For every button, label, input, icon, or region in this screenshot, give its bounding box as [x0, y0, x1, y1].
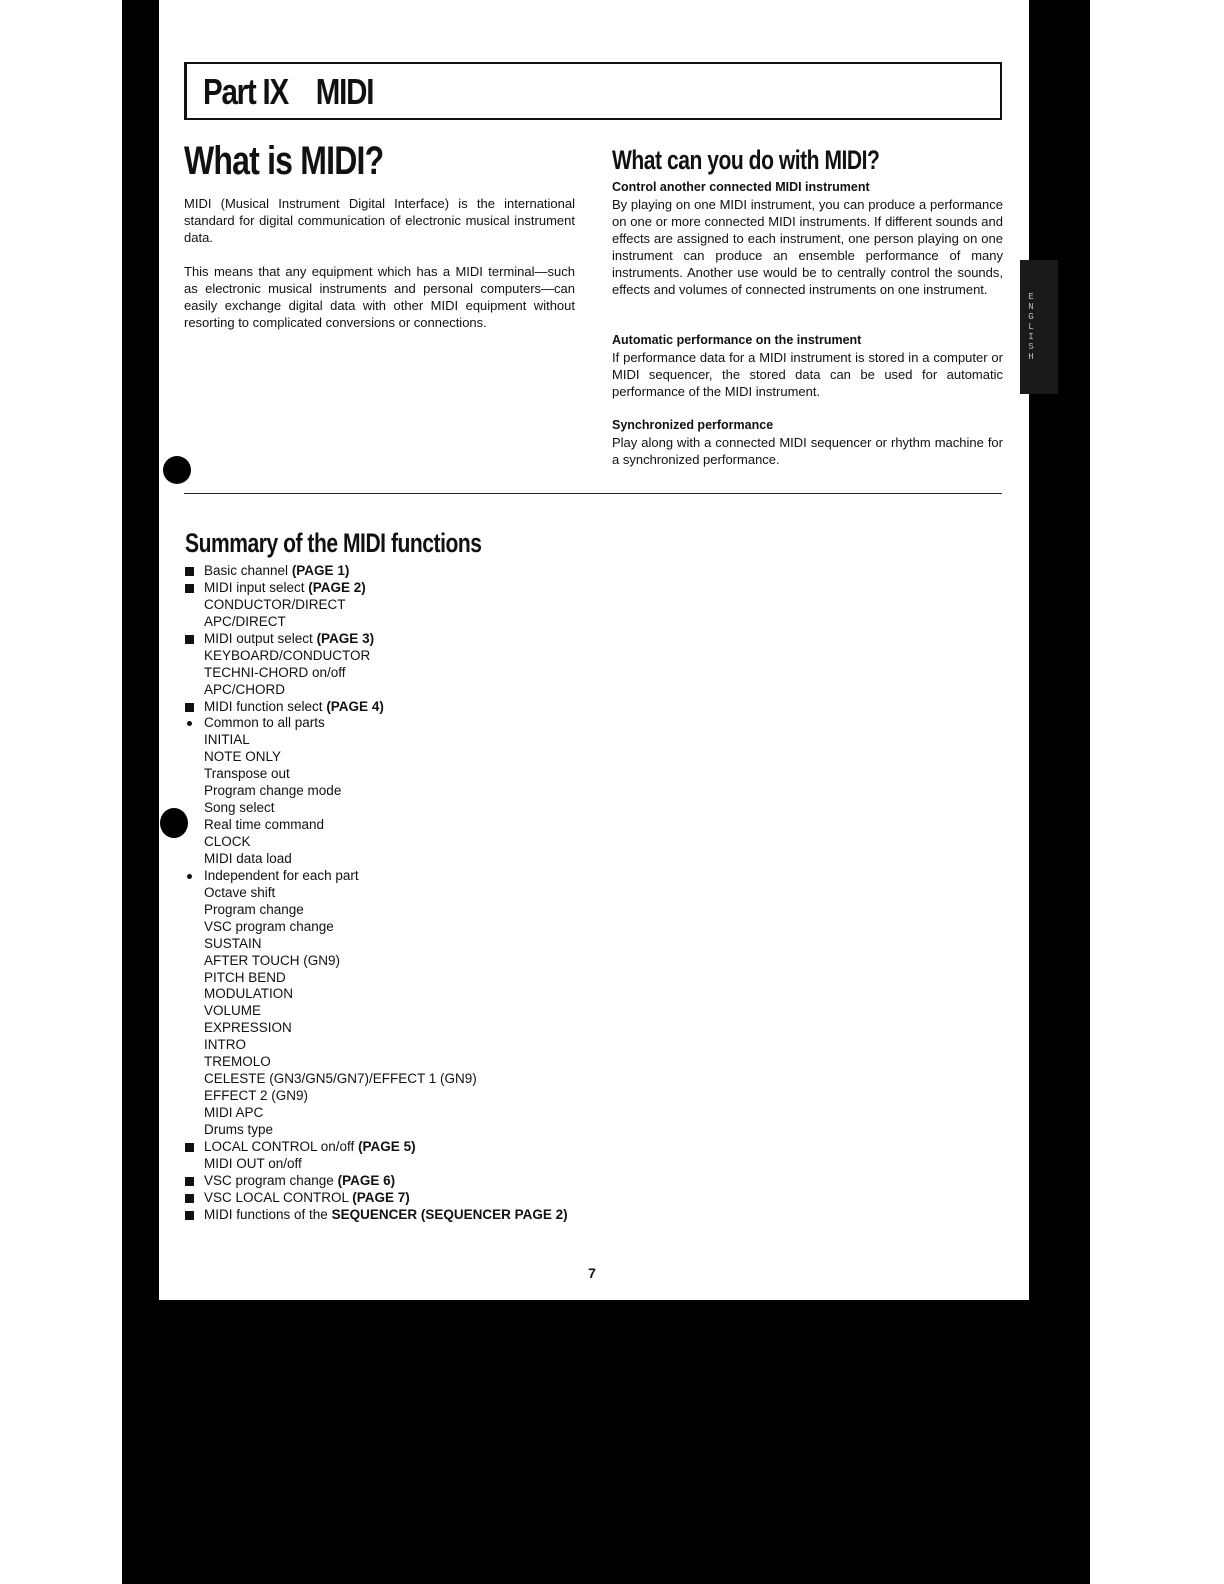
summary-item	[184, 1105, 604, 1122]
summary-item	[184, 715, 604, 732]
summary-item-text: MIDI OUT on/off	[204, 1155, 302, 1171]
summary-item-text: CONDUCTOR/DIRECT	[204, 596, 346, 612]
summary-item	[184, 783, 604, 800]
summary-item	[184, 580, 604, 597]
summary-item-text: APC/DIRECT	[204, 613, 286, 629]
summary-item	[184, 919, 604, 936]
section-control-title: Control another connected MIDI instrument	[612, 180, 870, 194]
scan-border-bottom	[122, 1300, 1090, 1584]
summary-item-text: MIDI input select	[204, 579, 309, 595]
what-is-paragraph-1: MIDI (Musical Instrument Digital Interface) is the international standard for digital communication of electronic musical instrument data.	[184, 196, 575, 245]
summary-item-text: PITCH BEND	[204, 969, 286, 985]
summary-item-text: Real time command	[204, 817, 325, 833]
summary-item	[184, 749, 604, 766]
summary-item	[184, 682, 604, 699]
summary-item	[184, 868, 604, 885]
summary-item-text: MIDI function select	[204, 698, 327, 714]
summary-item-page-ref: (PAGE 1)	[291, 563, 350, 578]
what-is-paragraph-2: This means that any equipment which has a MIDI terminal—such as electronic musical instruments and personal computers—can easily exchange digital data with other MIDI equipment without resorting to complicated conversions or connections.	[184, 264, 575, 330]
summary-item	[184, 648, 604, 665]
summary-item-text: NOTE ONLY	[204, 749, 282, 765]
section-divider	[184, 493, 1002, 494]
summary-item	[184, 699, 604, 716]
summary-item	[184, 902, 604, 919]
summary-item-text: KEYBOARD/CONDUCTOR	[204, 647, 371, 663]
summary-item-page-ref: (PAGE 2)	[308, 579, 366, 595]
summary-item-page-ref: (PAGE 3)	[316, 630, 375, 646]
section-sync-body: Play along with a connected MIDI sequencer or rhythm machine for a synchronized performance.	[612, 435, 1003, 467]
summary-heading: Summary of the MIDI functions	[185, 528, 482, 558]
summary-item-text: AFTER TOUCH (GN9)	[204, 952, 341, 968]
summary-item	[184, 1071, 604, 1088]
summary-item-text: MIDI data load	[204, 850, 292, 866]
summary-item-text: Song select	[204, 800, 275, 816]
summary-item	[184, 1173, 604, 1190]
summary-item	[184, 800, 604, 817]
summary-item-text: VSC program change	[204, 1172, 338, 1188]
section-control-body: By playing on one MIDI instrument, you can produce a performance on one or more connected MIDI instruments. If different sounds and effects are assigned to each instrument, one person playing on one instrument can produce an ensemble performance of many instruments. Another use would be to centrally control the sounds, effects and volumes of connected instruments on one instrument.	[612, 197, 1003, 297]
summary-item	[184, 563, 604, 580]
summary-item-text: Transpose out	[204, 766, 290, 782]
part-label: Part IX	[203, 71, 288, 112]
summary-list	[184, 563, 604, 1224]
summary-item	[184, 1207, 604, 1224]
summary-item-text: MIDI APC	[204, 1105, 264, 1120]
binder-hole-mark	[163, 456, 191, 484]
summary-item	[184, 953, 604, 970]
summary-item-text: TECHNI-CHORD on/off	[204, 664, 346, 680]
summary-item-text: Octave shift	[204, 884, 276, 900]
summary-item	[184, 732, 604, 749]
summary-item	[184, 1037, 604, 1054]
summary-item-text: TREMOLO	[204, 1054, 271, 1070]
part-name: MIDI	[315, 71, 374, 112]
summary-item-page-ref: (PAGE 6)	[337, 1172, 396, 1188]
summary-item-text: LOCAL CONTROL on/off	[204, 1138, 359, 1154]
summary-item-text: Drums type	[204, 1121, 274, 1137]
summary-item-text: SUSTAIN	[204, 935, 262, 951]
summary-item-text: MODULATION	[204, 986, 294, 1002]
summary-item-text: APC/CHORD	[204, 681, 286, 697]
summary-item	[184, 936, 604, 953]
summary-item	[184, 851, 604, 868]
summary-item	[184, 597, 604, 614]
section-sync-title: Synchronized performance	[612, 418, 774, 432]
section-automatic-title: Automatic performance on the instrument	[612, 333, 862, 347]
summary-item-page-ref: (PAGE 4)	[326, 698, 384, 714]
summary-item-page-ref: (PAGE 5)	[358, 1138, 416, 1154]
summary-item	[184, 885, 604, 902]
part-title	[203, 70, 373, 114]
summary-item-text: Program change	[204, 901, 304, 917]
summary-item-text: VOLUME	[204, 1003, 262, 1019]
summary-item-text: MIDI functions of the	[204, 1206, 332, 1222]
summary-item-text: EFFECT 2 (GN9)	[204, 1088, 309, 1104]
summary-item-text: VSC LOCAL CONTROL	[204, 1189, 353, 1205]
page-number: 7	[588, 1265, 596, 1281]
summary-item	[184, 631, 604, 648]
language-tab-label: E N G L I S H	[1028, 292, 1034, 362]
summary-item-text: INTRO	[204, 1037, 246, 1053]
summary-item-text: Basic channel	[204, 563, 292, 578]
what-can-heading: What can you do with MIDI?	[612, 145, 880, 175]
summary-item	[184, 1054, 604, 1071]
summary-item-page-ref: (PAGE 7)	[352, 1189, 410, 1205]
summary-item	[184, 665, 604, 682]
summary-item-page-ref: SEQUENCER (SEQUENCER PAGE 2)	[331, 1206, 568, 1222]
summary-item-text: Common to all parts	[204, 715, 325, 731]
summary-item	[184, 766, 604, 783]
summary-item-text: VSC program change	[204, 918, 334, 934]
summary-item	[184, 1139, 604, 1156]
summary-item	[184, 986, 604, 1003]
summary-item-text: MIDI output select	[204, 630, 317, 646]
summary-item	[184, 614, 604, 631]
summary-item	[184, 817, 604, 834]
summary-item	[184, 1190, 604, 1207]
summary-item-text: CLOCK	[204, 834, 251, 849]
section-automatic-body: If performance data for a MIDI instrument is stored in a computer or MIDI sequencer, the stored data can be used for automatic performance of the MIDI instrument.	[612, 350, 1003, 399]
summary-item	[184, 1088, 604, 1105]
summary-item	[184, 1156, 604, 1173]
summary-item	[184, 1122, 604, 1139]
summary-item	[184, 970, 604, 987]
summary-item-text: EXPRESSION	[204, 1020, 292, 1036]
summary-item-text: Program change mode	[204, 783, 342, 799]
summary-item-text: INITIAL	[204, 732, 250, 748]
summary-item	[184, 1003, 604, 1020]
summary-item-text: CELESTE (GN3/GN5/GN7)/EFFECT 1 (GN9)	[204, 1071, 477, 1087]
summary-item	[184, 1020, 604, 1037]
what-is-midi-heading: What is MIDI?	[184, 139, 384, 183]
summary-item	[184, 834, 604, 851]
summary-item-text: Independent for each part	[204, 867, 359, 883]
